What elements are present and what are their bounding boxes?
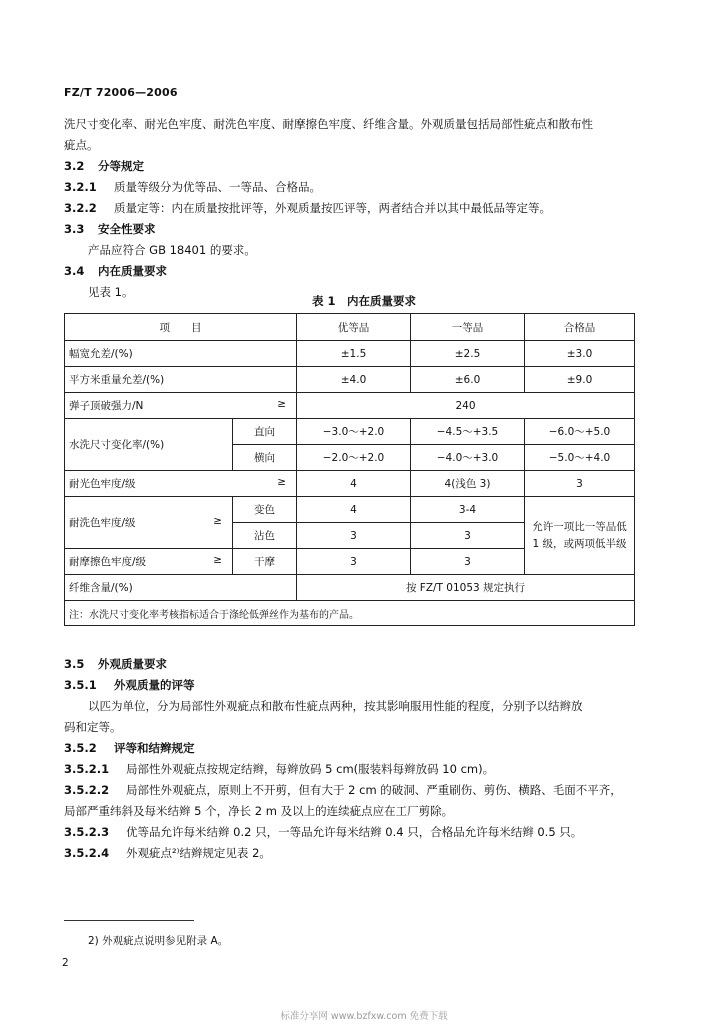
clause-text: 优等品允许每米结辫 0.2 只，一等品允许每米结辫 0.4 只，合格品允许每米结辫 0.5 只。 (126, 825, 583, 839)
cell-value: 按 FZ/T 01053 规定执行 (297, 575, 635, 601)
section-number: 3.2 (64, 159, 85, 173)
clause-3-2-2 (64, 200, 551, 216)
cell-value: 4 (297, 471, 411, 497)
clause-3-2-1 (64, 179, 321, 195)
clause-number: 3.5.2.4 (64, 846, 110, 860)
table-note-row (65, 601, 635, 626)
section-number: 3.4 (64, 264, 85, 278)
ge-symbol: ≥ (277, 398, 286, 410)
clause-3-5-1 (64, 677, 195, 693)
section-title: 分等规定 (98, 159, 144, 173)
clause-text: 质量等级分为优等品、一等品、合格品。 (114, 180, 321, 194)
sub-label: 横向 (233, 445, 297, 471)
table-1-caption: 表 1 内在质量要求 (311, 294, 416, 308)
intro-line-1: 洗尺寸变化率、耐光色牢度、耐洗色牢度、耐摩擦色牢度、纤维含量。外观质量包括局部性疵点和散布性 (64, 117, 593, 131)
clause-number: 3.2.1 (64, 180, 97, 194)
section-title: 内在质量要求 (98, 264, 167, 278)
clause-text: 局部性外观疵点，原则上不开剪，但有大于 2 cm 的破洞、严重刷伤、剪伤、横路、毛面不平齐， (126, 783, 622, 797)
cell-value: 3 (525, 471, 635, 497)
table-row (65, 419, 635, 445)
cell-value: −6.0～+5.0 (525, 419, 635, 445)
section-3-4 (64, 263, 167, 279)
cell-value: 3 (297, 549, 411, 575)
clause-title: 评等和结辫规定 (114, 741, 195, 755)
watermark: 标准分享网 www.bzfxw.com 免费下载 (280, 1011, 448, 1022)
clause-3-5-1-text-1: 以匹为单位，分为局部性外观疵点和散布性疵点两种，按其影响服用性能的程度，分别予以结辫放 (88, 699, 583, 713)
cell-value: 3 (411, 523, 525, 549)
cell-value: 4 (297, 497, 411, 523)
sub-label: 干摩 (233, 549, 297, 575)
footnote-rule (64, 920, 194, 921)
clause-number: 3.5.2 (64, 741, 97, 755)
row-label: 纤维含量/(%) (65, 575, 297, 601)
clause-3-5-2-2 (64, 782, 622, 798)
ge-symbol: ≥ (277, 476, 286, 488)
standard-code: FZ/T 72006—2006 (64, 86, 178, 99)
cell-value: 4(浅色 3) (411, 471, 525, 497)
label-text: 弹子顶破强力/N (69, 400, 144, 412)
merged-tolerance-note: 允许一项比一等品低 1 级，或两项低半级 (525, 497, 635, 575)
clause-number: 3.5.2.1 (64, 762, 110, 776)
clause-text: 质量定等：内在质量按批评等，外观质量按匹评等，两者结合并以其中最低品等定等。 (114, 201, 551, 215)
table-1 (64, 313, 635, 626)
footnote: 2) 外观疵点说明参见附录 A。 (88, 935, 229, 947)
cell-value: ±4.0 (297, 367, 411, 393)
clause-text: 局部性外观疵点按规定结辫，每辫放码 5 cm(服装料每辫放码 10 cm)。 (126, 762, 495, 776)
cell-value: 3-4 (411, 497, 525, 523)
section-title: 外观质量要求 (98, 657, 167, 671)
cell-value: −4.5～+3.5 (411, 419, 525, 445)
sub-label: 沾色 (233, 523, 297, 549)
cell-value: −5.0～+4.0 (525, 445, 635, 471)
clause-3-5-2 (64, 740, 195, 756)
table-row (65, 497, 635, 523)
cell-value: ±2.5 (411, 341, 525, 367)
row-label (65, 393, 297, 419)
ge-symbol: ≥ (213, 515, 222, 527)
clause-number: 3.5.1 (64, 678, 97, 692)
clause-number: 3.5.2.2 (64, 783, 110, 797)
table-row (65, 393, 635, 419)
table-row (65, 341, 635, 367)
cell-value: ±3.0 (525, 341, 635, 367)
header-grade-1: 优等品 (297, 314, 411, 341)
header-grade-2: 一等品 (411, 314, 525, 341)
row-label: 平方米重量允差/(%) (65, 367, 297, 393)
cell-value: −4.0～+3.0 (411, 445, 525, 471)
header-grade-3: 合格品 (525, 314, 635, 341)
cell-value: −3.0～+2.0 (297, 419, 411, 445)
row-label: 水洗尺寸变化率/(%) (65, 419, 233, 471)
clause-text: 外观疵点²⁾结辫规定见表 2。 (126, 846, 271, 860)
clause-number: 3.5.2.3 (64, 825, 110, 839)
section-number: 3.3 (64, 222, 85, 236)
table-row (65, 471, 635, 497)
cell-value: ±9.0 (525, 367, 635, 393)
clause-3-5-1-text-2: 码和定等。 (64, 720, 122, 734)
row-label (65, 471, 297, 497)
label-text: 耐光色牢度/级 (69, 478, 136, 490)
sub-label: 变色 (233, 497, 297, 523)
clause-3-5-2-2-cont: 局部严重纬斜及每米结辫 5 个，净长 2 m 及以上的连续疵点应在工厂剪除。 (64, 804, 454, 818)
cell-value: ±1.5 (297, 341, 411, 367)
intro-line-2: 疵点。 (64, 138, 99, 152)
label-text: 耐摩擦色牢度/级 (69, 556, 147, 568)
header-item: 项 目 (65, 314, 297, 341)
clause-3-4-text: 见表 1。 (88, 285, 134, 299)
table-header-row (65, 314, 635, 341)
section-3-3 (64, 221, 156, 237)
section-number: 3.5 (64, 657, 85, 671)
cell-value: ±6.0 (411, 367, 525, 393)
row-label: 幅宽允差/(%) (65, 341, 297, 367)
row-label (65, 549, 233, 575)
sub-label: 直向 (233, 419, 297, 445)
ge-symbol: ≥ (213, 554, 222, 566)
clause-3-5-2-1 (64, 761, 494, 777)
cell-value: 3 (411, 549, 525, 575)
clause-number: 3.2.2 (64, 201, 97, 215)
cell-value: 240 (297, 393, 635, 419)
table-note: 注：水洗尺寸变化率考核指标适合于涤纶低弹丝作为基布的产品。 (65, 601, 635, 626)
cell-value: −2.0～+2.0 (297, 445, 411, 471)
row-label (65, 497, 233, 549)
table-row (65, 575, 635, 601)
clause-3-5-2-3 (64, 824, 582, 840)
clause-3-5-2-4 (64, 845, 271, 861)
page-number: 2 (62, 957, 69, 969)
cell-value: 3 (297, 523, 411, 549)
section-3-5 (64, 656, 167, 672)
table-row (65, 367, 635, 393)
clause-title: 外观质量的评等 (114, 678, 195, 692)
section-3-2 (64, 158, 144, 174)
label-text: 耐洗色牢度/级 (69, 517, 136, 529)
clause-3-3-text: 产品应符合 GB 18401 的要求。 (88, 243, 256, 257)
section-title: 安全性要求 (98, 222, 156, 236)
